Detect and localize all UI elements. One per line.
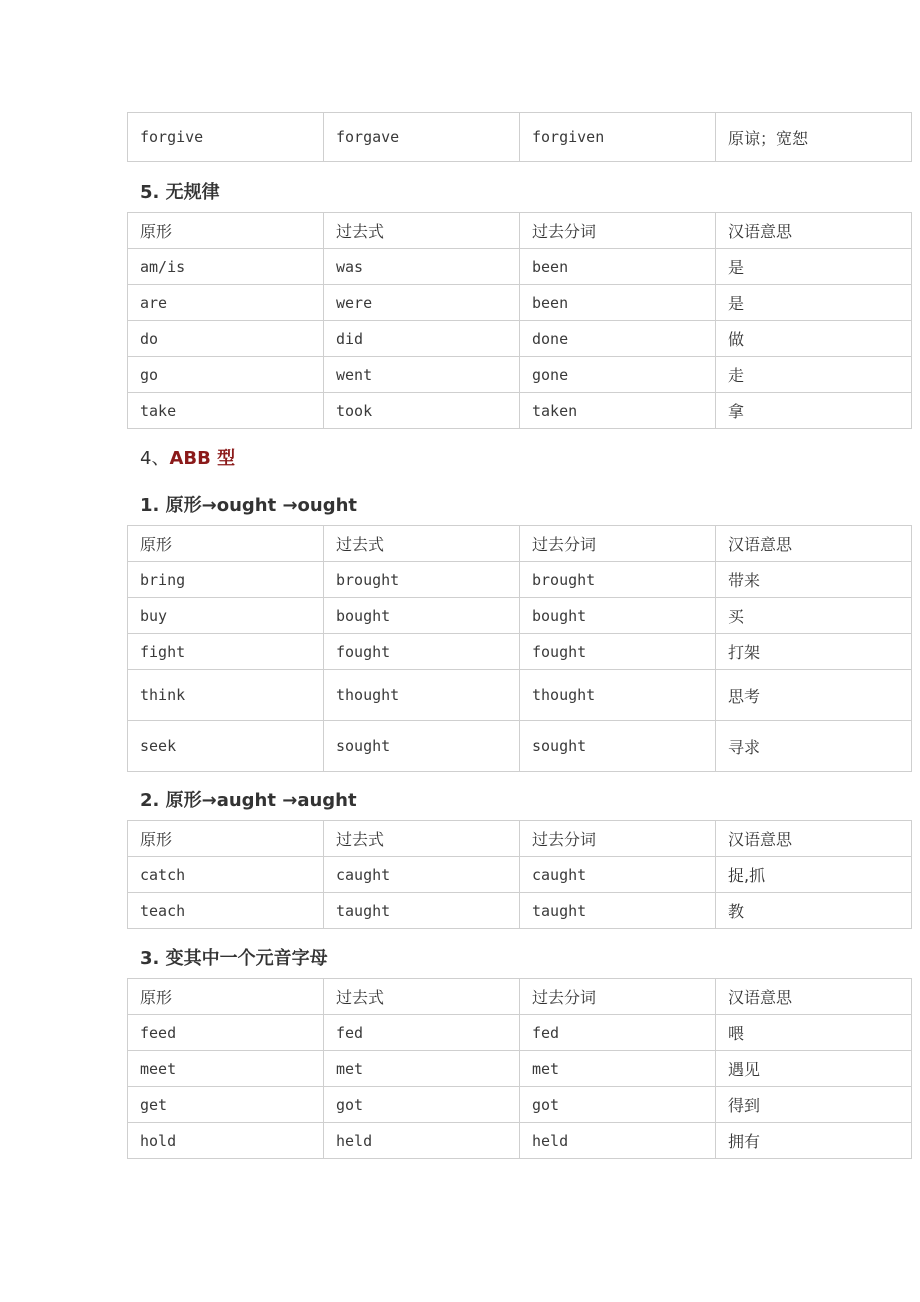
- subsection-heading-vowel-change: 3. 变其中一个元音字母: [140, 948, 328, 969]
- cell-meaning: 带来: [716, 562, 912, 598]
- table-row: [128, 670, 912, 721]
- cell-past: held: [324, 1123, 520, 1159]
- cell-base: do: [128, 321, 324, 357]
- verb-table-vowel-change: [127, 978, 912, 1159]
- table-row: [128, 357, 912, 393]
- cell-past: was: [324, 249, 520, 285]
- cell-past: caught: [324, 857, 520, 893]
- section-heading-irregular: 5. 无规律: [140, 182, 220, 203]
- cell-past: forgave: [324, 113, 520, 162]
- cell-participle: gone: [520, 357, 716, 393]
- cell-base: buy: [128, 598, 324, 634]
- table-row: [128, 393, 912, 429]
- cell-participle: fed: [520, 1015, 716, 1051]
- subsection-heading-aught: 2. 原形→aught →aught: [140, 790, 357, 811]
- cell-participle: fought: [520, 634, 716, 670]
- cell-past: met: [324, 1051, 520, 1087]
- cell-meaning: 得到: [716, 1087, 912, 1123]
- cell-participle: got: [520, 1087, 716, 1123]
- table-row: [128, 1123, 912, 1159]
- cell-past: fought: [324, 634, 520, 670]
- table-header-row: [128, 979, 912, 1015]
- cell-base: seek: [128, 721, 324, 772]
- cell-past: taught: [324, 893, 520, 929]
- header-past: 过去式: [324, 213, 520, 249]
- verb-table-aught: [127, 820, 912, 929]
- cell-meaning: 思考: [716, 670, 912, 721]
- cell-past: thought: [324, 670, 520, 721]
- section-number: 4、: [140, 448, 170, 469]
- cell-participle: taught: [520, 893, 716, 929]
- cell-base: fight: [128, 634, 324, 670]
- cell-participle: met: [520, 1051, 716, 1087]
- cell-meaning: 买: [716, 598, 912, 634]
- cell-past: fed: [324, 1015, 520, 1051]
- verb-table-irregular: [127, 212, 912, 429]
- table-row: [128, 562, 912, 598]
- header-meaning: 汉语意思: [716, 526, 912, 562]
- cell-base: bring: [128, 562, 324, 598]
- cell-past: were: [324, 285, 520, 321]
- table-header-row: [128, 526, 912, 562]
- cell-participle: done: [520, 321, 716, 357]
- cell-participle: forgiven: [520, 113, 716, 162]
- table-row: [128, 598, 912, 634]
- cell-base: go: [128, 357, 324, 393]
- section-heading-abb: [140, 444, 235, 470]
- cell-participle: bought: [520, 598, 716, 634]
- table-header-row: [128, 213, 912, 249]
- cell-participle: held: [520, 1123, 716, 1159]
- cell-meaning: 拥有: [716, 1123, 912, 1159]
- cell-meaning: 寻求: [716, 721, 912, 772]
- cell-base: think: [128, 670, 324, 721]
- cell-base: catch: [128, 857, 324, 893]
- section-title: ABB 型: [169, 448, 236, 469]
- table-row: [128, 321, 912, 357]
- verb-table-ought: [127, 525, 912, 772]
- cell-meaning: 教: [716, 893, 912, 929]
- cell-participle: caught: [520, 857, 716, 893]
- cell-past: sought: [324, 721, 520, 772]
- cell-base: forgive: [128, 113, 324, 162]
- cell-base: are: [128, 285, 324, 321]
- cell-participle: sought: [520, 721, 716, 772]
- cell-participle: thought: [520, 670, 716, 721]
- cell-meaning: 是: [716, 249, 912, 285]
- cell-meaning: 遇见: [716, 1051, 912, 1087]
- cell-base: take: [128, 393, 324, 429]
- table-row: [128, 1051, 912, 1087]
- cell-past: got: [324, 1087, 520, 1123]
- header-meaning: 汉语意思: [716, 979, 912, 1015]
- table-row: [128, 249, 912, 285]
- cell-participle: brought: [520, 562, 716, 598]
- cell-meaning: 走: [716, 357, 912, 393]
- cell-meaning: 拿: [716, 393, 912, 429]
- header-meaning: 汉语意思: [716, 213, 912, 249]
- header-participle: 过去分词: [520, 821, 716, 857]
- cell-past: went: [324, 357, 520, 393]
- table-row: [128, 113, 912, 162]
- header-base: 原形: [128, 526, 324, 562]
- cell-base: teach: [128, 893, 324, 929]
- table-header-row: [128, 821, 912, 857]
- cell-past: took: [324, 393, 520, 429]
- header-base: 原形: [128, 821, 324, 857]
- header-base: 原形: [128, 979, 324, 1015]
- verb-table-top: [127, 112, 912, 162]
- cell-past: bought: [324, 598, 520, 634]
- cell-base: am/is: [128, 249, 324, 285]
- table-row: [128, 721, 912, 772]
- cell-meaning: 喂: [716, 1015, 912, 1051]
- table-row: [128, 1015, 912, 1051]
- cell-past: did: [324, 321, 520, 357]
- cell-base: hold: [128, 1123, 324, 1159]
- header-participle: 过去分词: [520, 979, 716, 1015]
- cell-meaning: 打架: [716, 634, 912, 670]
- cell-base: meet: [128, 1051, 324, 1087]
- table-row: [128, 285, 912, 321]
- cell-meaning: 捉,抓: [716, 857, 912, 893]
- cell-meaning: 是: [716, 285, 912, 321]
- header-participle: 过去分词: [520, 526, 716, 562]
- header-participle: 过去分词: [520, 213, 716, 249]
- cell-past: brought: [324, 562, 520, 598]
- cell-participle: been: [520, 249, 716, 285]
- cell-base: get: [128, 1087, 324, 1123]
- header-meaning: 汉语意思: [716, 821, 912, 857]
- cell-base: feed: [128, 1015, 324, 1051]
- cell-participle: taken: [520, 393, 716, 429]
- header-past: 过去式: [324, 821, 520, 857]
- subsection-heading-ought: 1. 原形→ought →ought: [140, 495, 358, 516]
- table-row: [128, 893, 912, 929]
- table-row: [128, 857, 912, 893]
- table-row: [128, 634, 912, 670]
- table-row: [128, 1087, 912, 1123]
- header-past: 过去式: [324, 979, 520, 1015]
- cell-meaning: 做: [716, 321, 912, 357]
- header-past: 过去式: [324, 526, 520, 562]
- header-base: 原形: [128, 213, 324, 249]
- cell-meaning: 原谅；宽恕: [716, 113, 912, 162]
- cell-participle: been: [520, 285, 716, 321]
